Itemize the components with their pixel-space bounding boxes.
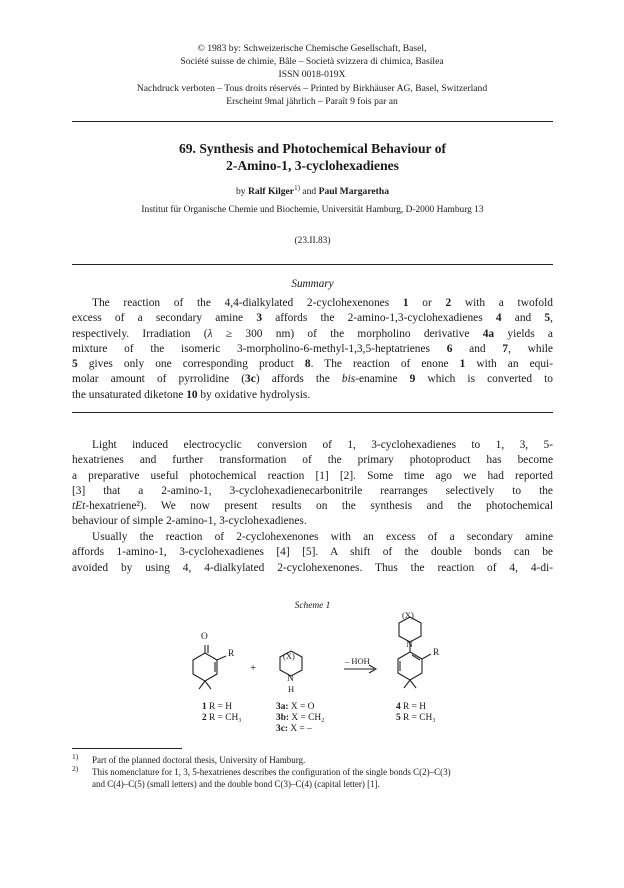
footnote-1	[72, 754, 553, 766]
summary-line: The reaction of the 4,4-dialkylated 2-cyclohexenones 1 or 2 with a twofold	[92, 297, 553, 309]
compound-definition: X = CH₂	[291, 713, 325, 723]
compound-definition: R = H	[209, 702, 233, 712]
x-label: (X)	[402, 610, 414, 620]
affiliation: Institut für Organische Chemie und Biochemie, Universität Hamburg, D-2000 Hamburg 13	[141, 205, 484, 215]
footnote-text: Part of the planned doctoral thesis, University of Hamburg.	[92, 755, 306, 765]
plus-sign: +	[250, 662, 257, 674]
body-line: [3] that a 2-amino-1, 3-cyclohexadienecarbonitrile rearranges selectively to the	[72, 484, 553, 497]
copyright-line: Nachdruck verboten – Tous droits réservés – Printed by Birkhäuser AG, Basel, Switzerland	[136, 82, 488, 94]
footnote-2	[72, 766, 553, 790]
compound-number: 1	[202, 702, 207, 712]
compound-label	[202, 713, 242, 723]
summary-line: respectively. Irradiation (λ ≥ 300 nm) of the morpholino derivative 4a yields a	[72, 327, 553, 340]
footnote-ref: 1)	[294, 184, 300, 192]
oxygen-label: O	[201, 632, 208, 642]
footnote-ref-number: 1	[294, 184, 298, 192]
compound-label	[276, 702, 314, 712]
summary-line: excess of a secondary amine 3 affords the 2-amino-1,3-cyclohexadienes 4 and 5,	[72, 312, 553, 325]
compound-number: 3a:	[276, 702, 289, 712]
compound-number: 5	[396, 713, 401, 723]
body-line: Light induced electrocyclic conversion of 1, 3-cyclohexadienes to 1, 3, 5-	[92, 439, 553, 451]
body-line: avoided by using 4, 4-dialkylated 2-cyclohexenones. Thus the reaction of 4, 4-di-	[72, 561, 553, 574]
compound-label	[276, 724, 312, 734]
summary-text	[72, 296, 553, 403]
methyl-bond	[205, 681, 211, 689]
compound-definition: R = H	[403, 702, 427, 712]
x-label: (X)	[283, 651, 295, 661]
summary-line: molar amount of pyrrolidine (3c) affords the bis-enamine 9 which is converted to	[72, 373, 553, 386]
body-line: hexatrienes and further transformation of the primary photoproduct has become	[72, 454, 553, 467]
methyl-bond	[404, 680, 410, 688]
compound-label	[396, 702, 426, 712]
compound-number: 2	[202, 713, 207, 723]
by-text: by	[235, 186, 246, 198]
r-label: R	[433, 648, 440, 658]
scheme-label: Scheme 1	[294, 601, 331, 611]
summary-line: the unsaturated diketone 10 by oxidative hydrolysis.	[72, 388, 311, 401]
footnote-rule	[72, 748, 182, 749]
summary-line: mixture of the isomeric 3-morpholino-6-methyl-1,3,5-heptatrienes 6 and 7, while	[72, 342, 553, 355]
n-label: N	[287, 674, 294, 684]
summary-heading: Summary	[291, 278, 334, 290]
compound-label	[396, 713, 436, 723]
body-line: Usually the reaction of 2-cyclohexenones with an excess of a secondary amine	[92, 531, 553, 543]
cyclohexenone-ring	[193, 653, 217, 681]
cyclohexadiene-ring	[398, 652, 422, 680]
title-line: 2-Amino-1, 3-cyclohexadienes	[226, 158, 399, 173]
and-text: and	[302, 186, 317, 198]
compound-number: 4	[396, 702, 401, 712]
header-rule	[72, 121, 553, 122]
r-label: R	[228, 649, 235, 659]
issn-line: ISSN 0018-019X	[278, 69, 346, 81]
compound-label	[276, 713, 324, 723]
title-line: 69. Synthesis and Photochemical Behaviour of	[178, 141, 447, 156]
copyright-line: © 1983 by: Schweizerische Chemische Gesellschaft, Basel,	[197, 43, 427, 54]
received-date: (23.II.83)	[294, 236, 331, 246]
author-name: Ralf Kilger	[247, 186, 295, 198]
footnote-text: and C(4)–C(5) (small letters) and the double bond C(3)–C(4) (capital letter) [1].	[92, 779, 380, 789]
compound-number: 3c:	[276, 724, 288, 734]
footnote-mark: 1)	[72, 752, 79, 761]
article-title	[72, 140, 553, 174]
methyl-bond	[199, 681, 205, 689]
reaction-scheme	[186, 612, 456, 742]
body-line: affords 1-amino-1, 3-cyclohexadienes [4] [5]. A shift of the double bonds can be	[72, 546, 553, 559]
product-amine-ring	[399, 617, 421, 642]
copyright-block	[70, 42, 554, 108]
frequency-line: Erscheint 9mal jährlich – Paraît 9 fois par an	[226, 95, 398, 107]
summary-bottom-rule	[72, 412, 553, 413]
n-label: N	[406, 640, 413, 650]
copyright-line: Société suisse de chimie, Bâle – Società svizzera di chimica, Basilea	[180, 56, 444, 68]
body-line: behaviour of simple 2-amino-1, 3-cyclohexadienes.	[72, 515, 307, 528]
arrow-label: – HOH	[345, 656, 370, 666]
r-bond	[217, 656, 226, 660]
compound-definition: R = CH₃	[209, 713, 242, 723]
footnote-text: This nomenclature for 1, 3, 5-hexatrienes describes the configuration of the single bonds C(2)–C(3)	[92, 767, 451, 777]
compound-number: 3b:	[276, 713, 290, 723]
compound-definition: R = CH₃	[403, 713, 436, 723]
footnote-mark: 2)	[72, 764, 79, 773]
summary-top-rule	[72, 264, 553, 265]
body-paragraph-1	[72, 438, 553, 530]
r-bond	[422, 654, 431, 659]
compound-label	[202, 702, 232, 712]
summary-line: 5 gives only one corresponding product 8. The reaction of enone 1 with an equi-	[72, 358, 553, 371]
h-label: H	[288, 684, 295, 694]
author-line	[72, 184, 553, 197]
body-line: tEt-hexatriene²). We now present results on the synthesis and the photochemical	[72, 500, 553, 513]
compound-definition: X = O	[290, 702, 315, 712]
methyl-bond	[410, 680, 416, 688]
body-paragraph-2	[72, 530, 553, 576]
body-line: a preparative useful photochemical reaction [1] [2]. Some time ago we had reported	[72, 469, 553, 482]
author-name: Paul Margaretha	[318, 186, 390, 198]
compound-definition: X = –	[290, 724, 312, 734]
